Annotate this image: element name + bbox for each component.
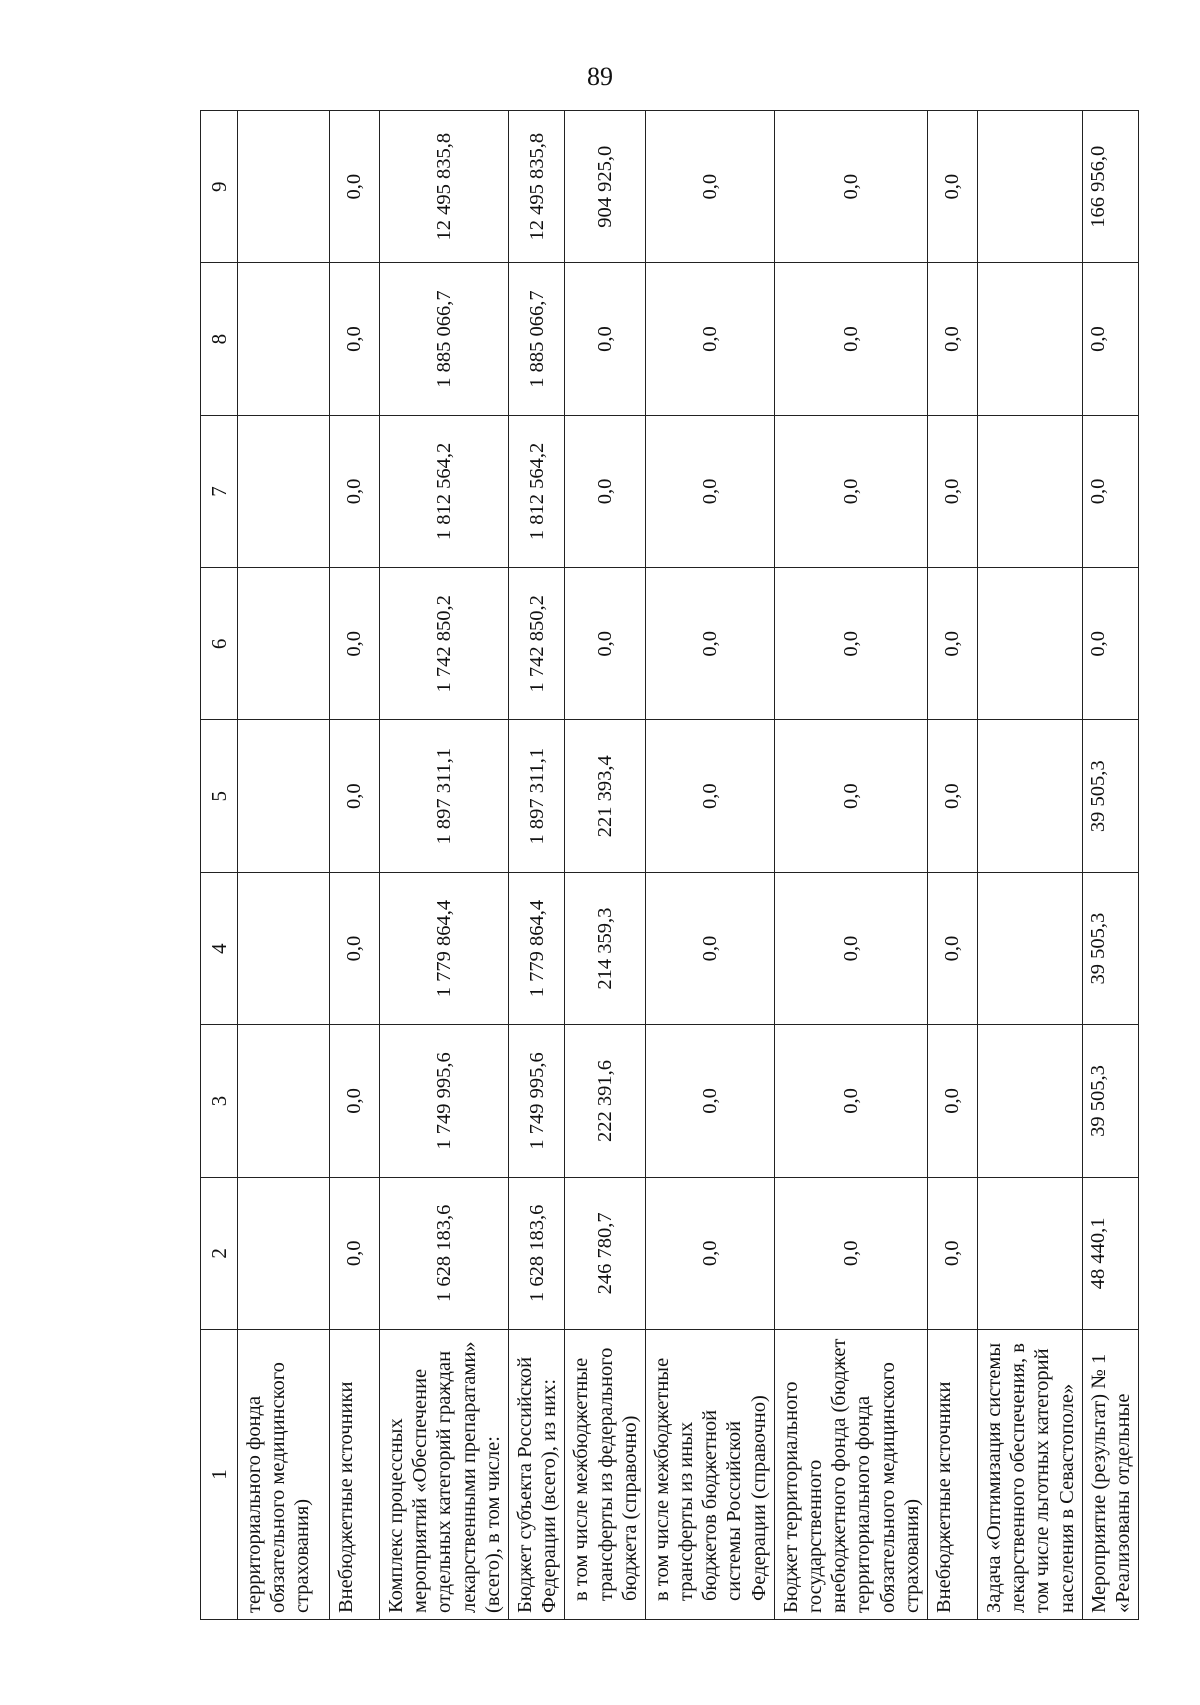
header-cell: 1 — [201, 1330, 238, 1620]
value-cell: 12 495 835,8 — [380, 111, 509, 263]
value-cell: 0,0 — [774, 263, 927, 415]
value-cell: 48 440,1 — [1082, 1177, 1138, 1329]
header-cell: 8 — [201, 263, 238, 415]
value-cell: 0,0 — [1082, 263, 1138, 415]
value-cell — [238, 872, 330, 1024]
value-cell: 0,0 — [565, 263, 646, 415]
value-cell — [238, 568, 330, 720]
value-cell: 0,0 — [645, 720, 774, 872]
row-label: Комплекс процессных мероприятий «Обеспечение отдельных категорий граждан лекарственными препаратами» (всего), в том числе: — [380, 1330, 509, 1620]
value-cell: 1 812 564,2 — [508, 415, 564, 567]
value-cell: 1 897 311,1 — [508, 720, 564, 872]
value-cell: 0,0 — [330, 111, 380, 263]
value-cell: 0,0 — [774, 415, 927, 567]
budget-table — [200, 110, 1139, 1620]
header-cell: 9 — [201, 111, 238, 263]
table-row — [1082, 111, 1138, 1620]
row-label: территориального фонда обязательного медицинского страхования) — [238, 1330, 330, 1620]
value-cell — [977, 111, 1082, 263]
table-row — [238, 111, 330, 1620]
table-row — [927, 111, 977, 1620]
value-cell: 1 628 183,6 — [508, 1177, 564, 1329]
value-cell — [977, 415, 1082, 567]
value-cell: 214 359,3 — [565, 872, 646, 1024]
table-row — [508, 111, 564, 1620]
value-cell: 0,0 — [330, 872, 380, 1024]
value-cell — [977, 1177, 1082, 1329]
row-label: Мероприятие (результат) № 1 «Реализованы отдельные — [1082, 1330, 1138, 1620]
table-row — [774, 111, 927, 1620]
value-cell: 0,0 — [774, 1025, 927, 1177]
value-cell: 221 393,4 — [565, 720, 646, 872]
value-cell: 166 956,0 — [1082, 111, 1138, 263]
value-cell: 222 391,6 — [565, 1025, 646, 1177]
value-cell: 0,0 — [645, 263, 774, 415]
value-cell — [977, 568, 1082, 720]
value-cell: 39 505,3 — [1082, 720, 1138, 872]
value-cell — [977, 263, 1082, 415]
value-cell — [977, 872, 1082, 1024]
value-cell: 0,0 — [927, 720, 977, 872]
value-cell — [238, 1177, 330, 1329]
row-label: Бюджет субъекта Российской Федерации (всего), из них: — [508, 1330, 564, 1620]
value-cell — [238, 720, 330, 872]
value-cell: 0,0 — [330, 568, 380, 720]
value-cell: 0,0 — [645, 1177, 774, 1329]
header-cell: 3 — [201, 1025, 238, 1177]
row-label: в том числе межбюджетные трансферты из федерального бюджета (справочно) — [565, 1330, 646, 1620]
value-cell: 0,0 — [1082, 415, 1138, 567]
header-row — [201, 111, 238, 1620]
value-cell: 0,0 — [927, 568, 977, 720]
page-number: 89 — [587, 62, 613, 91]
value-cell: 0,0 — [330, 1025, 380, 1177]
row-label: Внебюджетные источники — [927, 1330, 977, 1620]
value-cell: 1 749 995,6 — [508, 1025, 564, 1177]
value-cell — [977, 720, 1082, 872]
value-cell: 904 925,0 — [565, 111, 646, 263]
value-cell: 0,0 — [645, 111, 774, 263]
value-cell: 0,0 — [927, 1177, 977, 1329]
table-row — [330, 111, 380, 1620]
row-label: в том числе межбюджетные трансферты из иных бюджетов бюджетной системы Российской Федерации (справочно) — [645, 1330, 774, 1620]
value-cell: 1 742 850,2 — [508, 568, 564, 720]
value-cell: 0,0 — [645, 415, 774, 567]
value-cell: 0,0 — [330, 263, 380, 415]
value-cell — [977, 1025, 1082, 1177]
value-cell: 1 628 183,6 — [380, 1177, 509, 1329]
value-cell: 246 780,7 — [565, 1177, 646, 1329]
value-cell: 0,0 — [645, 872, 774, 1024]
value-cell: 12 495 835,8 — [508, 111, 564, 263]
table-row — [645, 111, 774, 1620]
value-cell: 1 779 864,4 — [380, 872, 509, 1024]
value-cell — [238, 1025, 330, 1177]
header-cell: 7 — [201, 415, 238, 567]
value-cell: 1 742 850,2 — [380, 568, 509, 720]
rotated-table-container — [200, 110, 1134, 1620]
value-cell: 1 885 066,7 — [380, 263, 509, 415]
value-cell: 1 779 864,4 — [508, 872, 564, 1024]
value-cell: 0,0 — [774, 872, 927, 1024]
value-cell: 0,0 — [330, 720, 380, 872]
value-cell: 0,0 — [645, 1025, 774, 1177]
row-label: Бюджет территориального государственного внебюджетного фонда (бюджет территориального фонда обязательного медицинского страхования) — [774, 1330, 927, 1620]
value-cell: 0,0 — [774, 720, 927, 872]
header-cell: 5 — [201, 720, 238, 872]
value-cell — [238, 111, 330, 263]
value-cell: 0,0 — [774, 568, 927, 720]
value-cell — [238, 263, 330, 415]
value-cell: 1 812 564,2 — [380, 415, 509, 567]
row-label: Внебюджетные источники — [330, 1330, 380, 1620]
value-cell: 0,0 — [927, 263, 977, 415]
value-cell: 39 505,3 — [1082, 1025, 1138, 1177]
value-cell: 0,0 — [330, 1177, 380, 1329]
value-cell: 0,0 — [927, 1025, 977, 1177]
value-cell: 0,0 — [927, 872, 977, 1024]
value-cell: 1 749 995,6 — [380, 1025, 509, 1177]
header-cell: 2 — [201, 1177, 238, 1329]
value-cell: 0,0 — [565, 568, 646, 720]
value-cell: 0,0 — [565, 415, 646, 567]
value-cell: 0,0 — [774, 111, 927, 263]
value-cell: 0,0 — [774, 1177, 927, 1329]
header-cell: 6 — [201, 568, 238, 720]
table-row — [380, 111, 509, 1620]
value-cell: 0,0 — [330, 415, 380, 567]
value-cell: 0,0 — [927, 415, 977, 567]
value-cell: 0,0 — [1082, 568, 1138, 720]
value-cell: 1 897 311,1 — [380, 720, 509, 872]
value-cell: 1 885 066,7 — [508, 263, 564, 415]
table-row — [565, 111, 646, 1620]
value-cell: 0,0 — [927, 111, 977, 263]
value-cell: 39 505,3 — [1082, 872, 1138, 1024]
header-cell: 4 — [201, 872, 238, 1024]
value-cell — [238, 415, 330, 567]
row-label: Задача «Оптимизация системы лекарственного обеспечения, в том числе льготных категорий населения в Севастополе» — [977, 1330, 1082, 1620]
table-row — [977, 111, 1082, 1620]
value-cell: 0,0 — [645, 568, 774, 720]
